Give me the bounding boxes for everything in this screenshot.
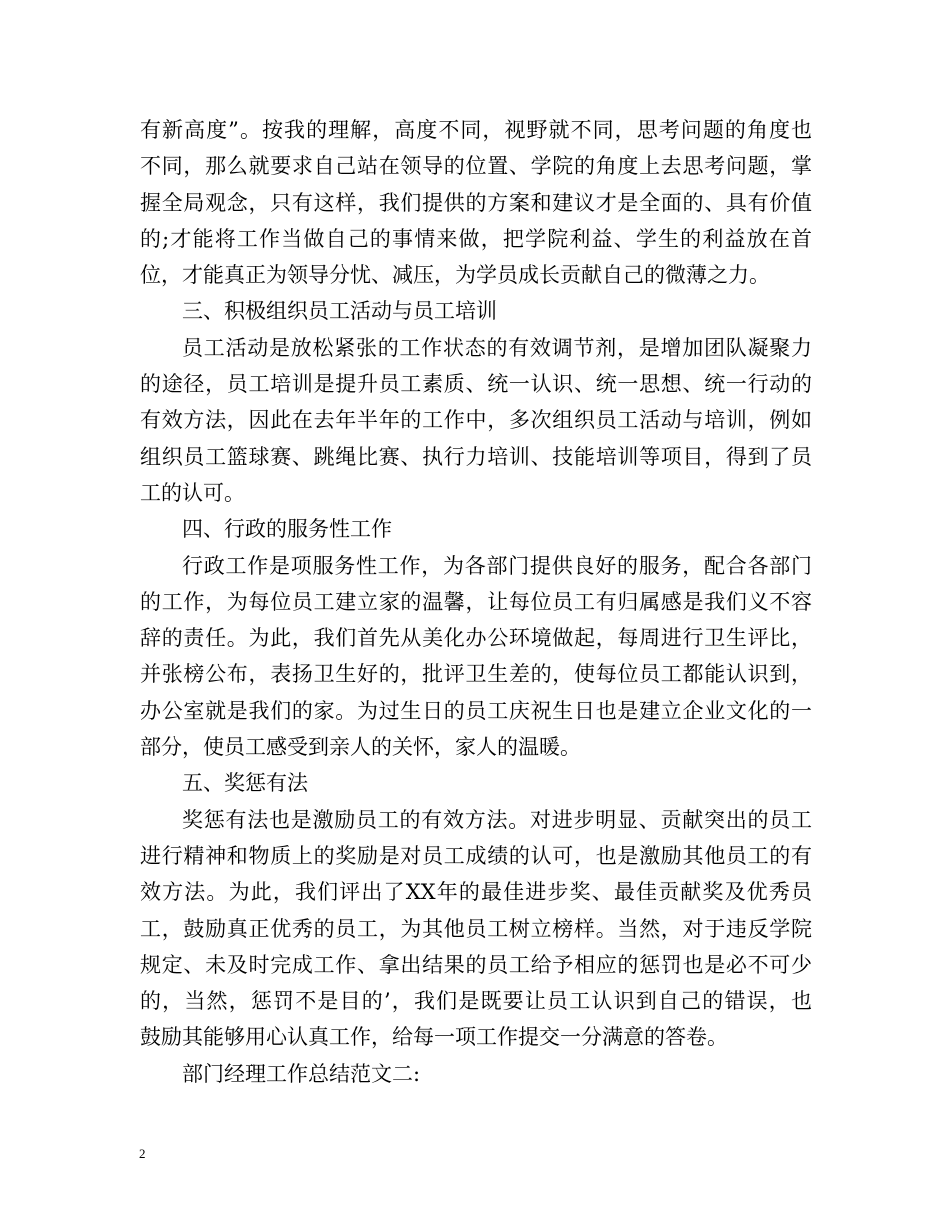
text-line: 进行精神和物质上的奖励是对员工成绩的认可，也是激励其他员工的有 xyxy=(140,843,812,868)
text-line: 办公室就是我们的家。为过生日的员工庆祝生日也是建立企业文化的一 xyxy=(140,698,812,723)
section-heading: 五、奖惩有法 xyxy=(182,771,308,796)
text-line: 的;才能将工作当做自己的事情来做，把学院利益、学生的利益放在首 xyxy=(140,226,812,251)
section-heading: 四、行政的服务性工作 xyxy=(182,517,392,542)
section-heading: 部门经理工作总结范文二: xyxy=(182,1061,421,1086)
text-line: 位，才能真正为领导分忧、减压，为学员成长贡献自己的微薄之力。 xyxy=(140,263,770,288)
text-line: 不同，那么就要求自己站在领导的位置、学院的角度上去思考问题，掌 xyxy=(140,154,812,179)
text-line: 的，当然，惩罚不是目的’，我们是既要让员工认识到自己的错误，也 xyxy=(140,989,812,1014)
text-line: 有新高度”。按我的理解，高度不同，视野就不同，思考问题的角度也 xyxy=(140,118,812,142)
text-line: 鼓励其能够用心认真工作，给每一项工作提交一分满意的答卷。 xyxy=(140,1025,728,1050)
text-line: 规定、未及时完成工作、拿出结果的员工给予相应的惩罚也是必不可少 xyxy=(140,952,812,977)
document-body xyxy=(140,112,812,1092)
section-heading: 三、积极组织员工活动与员工培训 xyxy=(182,299,497,324)
text-line: 部分，使员工感受到亲人的关怀，家人的温暖。 xyxy=(140,735,581,760)
text-line: 行政工作是项服务性工作，为各部门提供良好的服务，配合各部门 xyxy=(182,553,812,578)
text-line: 员工活动是放松紧张的工作状态的有效调节剂，是增加团队凝聚力 xyxy=(182,335,812,360)
text-line: 的途径，员工培训是提升员工素质、统一认识、统一思想、统一行动的 xyxy=(140,372,812,397)
text-line: 辞的责任。为此，我们首先从美化办公环境做起，每周进行卫生评比， xyxy=(140,626,812,651)
page-number: 2 xyxy=(139,1146,146,1161)
text-line: 工的认可。 xyxy=(140,480,245,505)
text-line: 效方法。为此，我们评出了XX年的最佳进步奖、最佳贡献奖及优秀员 xyxy=(140,880,812,905)
text-line: 有效方法，因此在去年半年的工作中，多次组织员工活动与培训，例如 xyxy=(140,408,812,433)
text-line: 组织员工篮球赛、跳绳比赛、执行力培训、技能培训等项目，得到了员 xyxy=(140,444,812,469)
text-line: 并张榜公布，表扬卫生好的，批评卫生差的，使每位员工都能认识到， xyxy=(140,662,812,687)
text-line: 的工作，为每位员工建立家的温馨，让每位员工有归属感是我们义不容 xyxy=(140,589,812,614)
text-line: 工，鼓励真正优秀的员工，为其他员工树立榜样。当然，对于违反学院 xyxy=(140,916,812,941)
text-line: 奖惩有法也是激励员工的有效方法。对进步明显、贡献突出的员工 xyxy=(182,807,812,832)
text-line: 握全局观念，只有这样，我们提供的方案和建议才是全面的、具有价值 xyxy=(140,190,812,215)
